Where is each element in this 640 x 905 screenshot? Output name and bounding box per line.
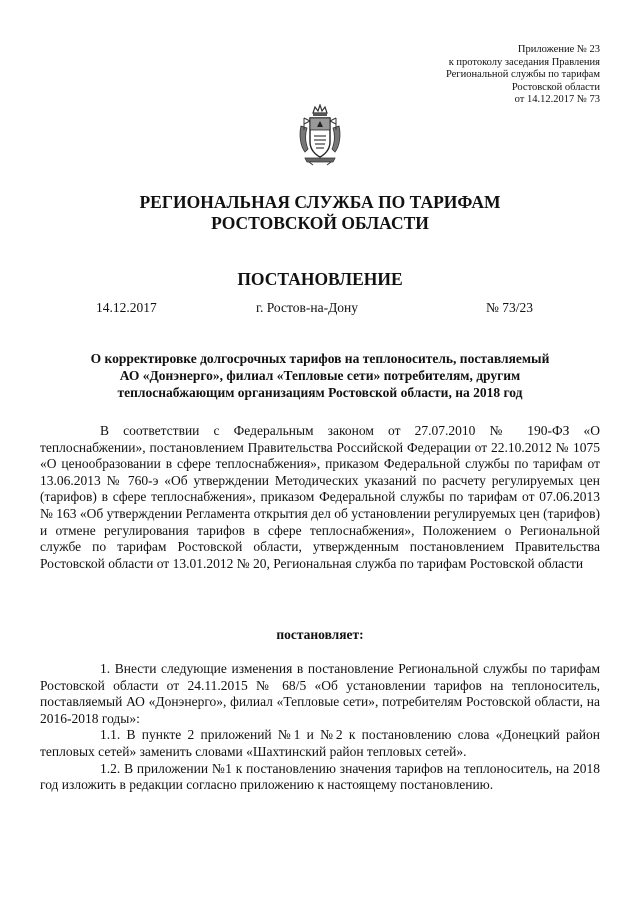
document-title-line: АО «Донэнерго», филиал «Тепловые сети» потребителям, другим bbox=[119, 368, 521, 383]
clause-1-2: 1.2. В приложении №1 к постановлению значения тарифов на теплоноситель, на 2018 год изложить в редакции согласно приложению к настоящему постановлению. bbox=[40, 760, 600, 793]
preamble-paragraph: В соответствии с Федеральным законом от 27.07.2010 № 190-ФЗ «О теплоснабжении», постановлением Правительства Российской Федерации от 22.10.2012 № 1075 «О ценообразовании в сфере теплоснабжения», приказом Федеральной службы по тарифам от 13.06.2013 № 760-э «Об утверждении Методических указаний по расчету регулируемых цен (тарифов) в сфере теплоснабжения», приказом Федеральной службы по тарифам от 07.06.2013 № 163 «Об утверждении Регламента открытия дел об установлении регулируемых цен (тарифов) и отмене регулирования тарифов в сфере теплоснабжения», Положением о Региональной службе по тарифам Ростовской области, утвержденным постановлением Правительства Ростовской области от 13.01.2012 № 20, Региональная служба по тарифам Ростовской области bbox=[40, 423, 600, 571]
organization-name bbox=[0, 192, 640, 234]
document-type: ПОСТАНОВЛЕНИЕ bbox=[237, 269, 403, 289]
annex-line: к протоколу заседания Правления bbox=[448, 56, 600, 68]
organization-name-line: РОСТОВСКОЙ ОБЛАСТИ bbox=[211, 213, 429, 233]
document-title-line: теплоснабжающим организациям Ростовской области, на 2018 год bbox=[117, 385, 523, 400]
annex-line: Приложение № 23 bbox=[517, 44, 600, 55]
document-number: № 73/23 bbox=[486, 300, 534, 315]
organization-name-line: РЕГИОНАЛЬНАЯ СЛУЖБА ПО ТАРИФАМ bbox=[139, 192, 501, 212]
document-date: 14.12.2017 bbox=[96, 300, 157, 315]
document-title bbox=[38, 350, 602, 401]
clauses bbox=[40, 661, 600, 794]
clause-1: 1. Внести следующие изменения в постановление Региональной службы по тарифам Ростовской области от 24.11.2015 № 68/5 «Об установлении тарифов на теплоноситель, поставляемый АО «Донэнерго», филиал «Тепловые сети», потребителям Ростовской области, на 2016-2018 годы»: bbox=[40, 661, 600, 726]
clause-1-1: 1.1. В пункте 2 приложений №1 и №2 к постановлению слова «Донецкий район тепловых сетей» заменить словами «Шахтинский район тепловых сетей». bbox=[40, 727, 600, 759]
document-place: г. Ростов-на-Дону bbox=[256, 300, 359, 315]
resolves-heading: постановляет: bbox=[276, 627, 364, 642]
annex-reference bbox=[340, 44, 600, 107]
annex-line: Ростовской области bbox=[511, 81, 600, 93]
annex-line: от 14.12.2017 № 73 bbox=[514, 94, 600, 106]
annex-line: Региональной службы по тарифам bbox=[445, 69, 600, 81]
document-title-line: О корректировке долгосрочных тарифов на теплоноситель, поставляемый bbox=[90, 351, 550, 366]
coat-of-arms-icon bbox=[297, 104, 343, 166]
